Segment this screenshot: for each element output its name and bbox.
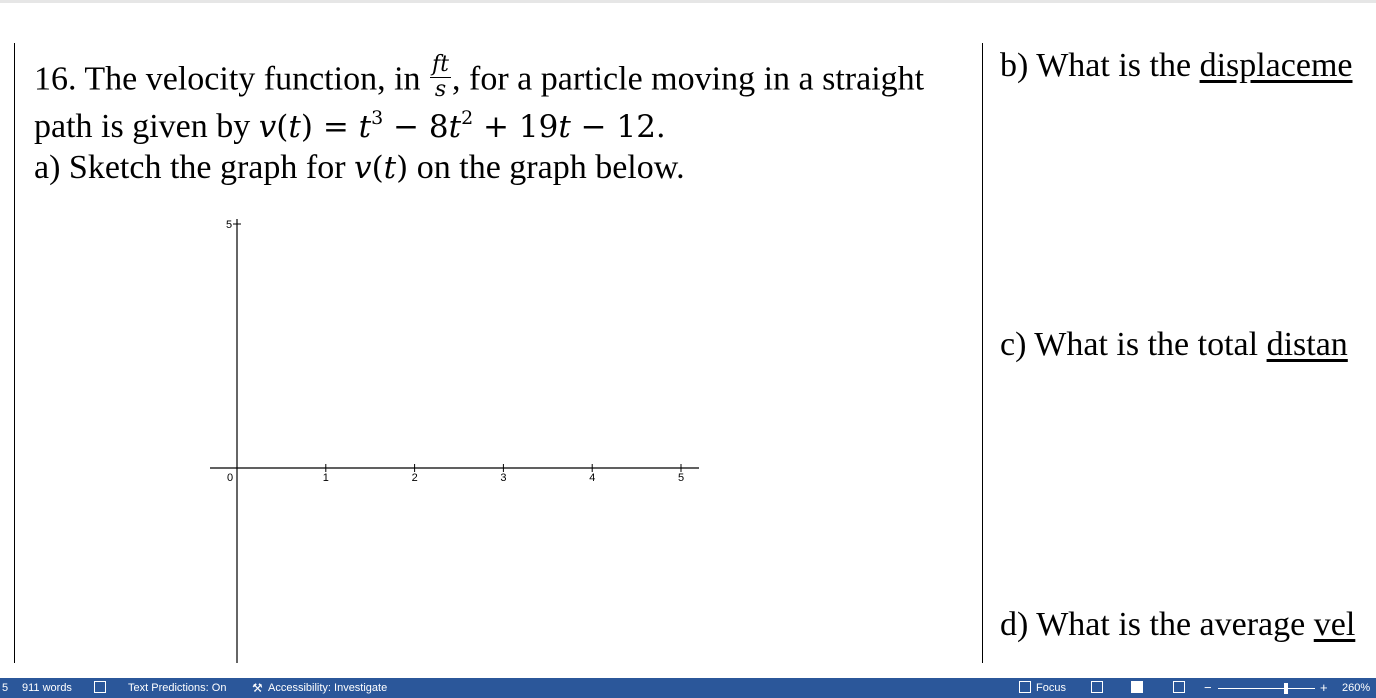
eq-exponent-3: 3 <box>371 107 384 129</box>
x-tick-label-2: 2 <box>411 472 418 484</box>
accessibility-status[interactable]: Accessibility: Investigate <box>268 682 388 694</box>
page-indicator[interactable]: 5 <box>2 682 9 694</box>
eq-var-t: t <box>558 109 571 145</box>
unit-denominator: s <box>434 77 447 102</box>
table-left-border <box>14 43 15 663</box>
part-a-math: v(t) <box>354 150 409 186</box>
question-c <box>1000 328 1361 372</box>
part-a-suffix: on the graph below. <box>408 149 685 186</box>
x-tick-label-5: 5 <box>678 472 685 484</box>
focus-icon[interactable] <box>1019 681 1031 693</box>
blank-graph <box>200 208 720 668</box>
part-b-text: b) What is the <box>1000 49 1200 84</box>
eq-term: + 19 <box>473 109 559 145</box>
zoom-slider-thumb[interactable] <box>1284 683 1288 694</box>
proofing-icon[interactable] <box>94 681 106 693</box>
focus-button[interactable]: Focus <box>1036 682 1066 694</box>
eq-var-t: t <box>358 109 372 145</box>
part-b-underlined: displaceme <box>1199 49 1353 84</box>
part-c-text: c) What is the total <box>1000 328 1267 363</box>
question-d <box>1000 608 1361 652</box>
status-bar <box>0 678 1376 698</box>
part-a-text: a) Sketch the graph for <box>34 149 355 186</box>
eq-term: − 8 <box>383 109 449 145</box>
x-tick-label-3: 3 <box>500 472 507 484</box>
question-b <box>1000 49 1361 93</box>
eq-var-t: t <box>288 109 301 145</box>
read-mode-icon[interactable] <box>1091 681 1103 693</box>
origin-label: 0 <box>227 472 234 484</box>
question-line-1-rest: , for a particle moving in a straight <box>452 60 925 98</box>
question-line-2 <box>34 107 666 145</box>
accessibility-icon[interactable]: ⚒ <box>252 681 263 695</box>
eq-var-t: t <box>448 109 462 145</box>
y-tick-label-5: 5 <box>226 219 233 231</box>
zoom-slider-track[interactable] <box>1218 688 1315 689</box>
zoom-level[interactable]: 260% <box>1342 682 1371 694</box>
eq-exponent-2: 2 <box>461 107 474 129</box>
zoom-in-button[interactable]: + <box>1320 680 1328 695</box>
zoom-out-button[interactable]: − <box>1204 680 1212 695</box>
question-line-2-text: path is given by <box>34 108 259 145</box>
word-count[interactable]: 911 words <box>22 682 72 694</box>
table-column-divider <box>982 43 983 663</box>
part-a-var-t: t <box>383 150 397 186</box>
x-tick-label-1: 1 <box>322 472 329 484</box>
part-d-underlined: vel <box>1313 608 1356 643</box>
document-canvas[interactable] <box>0 3 1376 678</box>
part-d-text: d) What is the average <box>1000 608 1314 643</box>
eq-equals: = <box>312 109 359 145</box>
print-layout-icon[interactable] <box>1131 681 1143 693</box>
web-layout-icon[interactable] <box>1173 681 1185 693</box>
x-tick-label-4: 4 <box>589 472 596 484</box>
unit-fraction <box>430 54 451 101</box>
part-c-underlined: distan <box>1266 328 1348 363</box>
part-a-var-v: v <box>354 150 372 186</box>
velocity-equation: $v(t) = t^3 - 8t^2 + 19t - 12$. <box>258 107 666 145</box>
unit-numerator: ft <box>432 52 450 77</box>
question-line-1 <box>34 52 925 105</box>
text-predictions-status[interactable]: Text Predictions: On <box>128 682 227 694</box>
eq-var-v: v <box>258 109 277 145</box>
question-number-text: 16. The velocity function, in <box>34 60 430 98</box>
question-part-a <box>34 151 685 185</box>
eq-term: − 12. <box>570 109 666 145</box>
